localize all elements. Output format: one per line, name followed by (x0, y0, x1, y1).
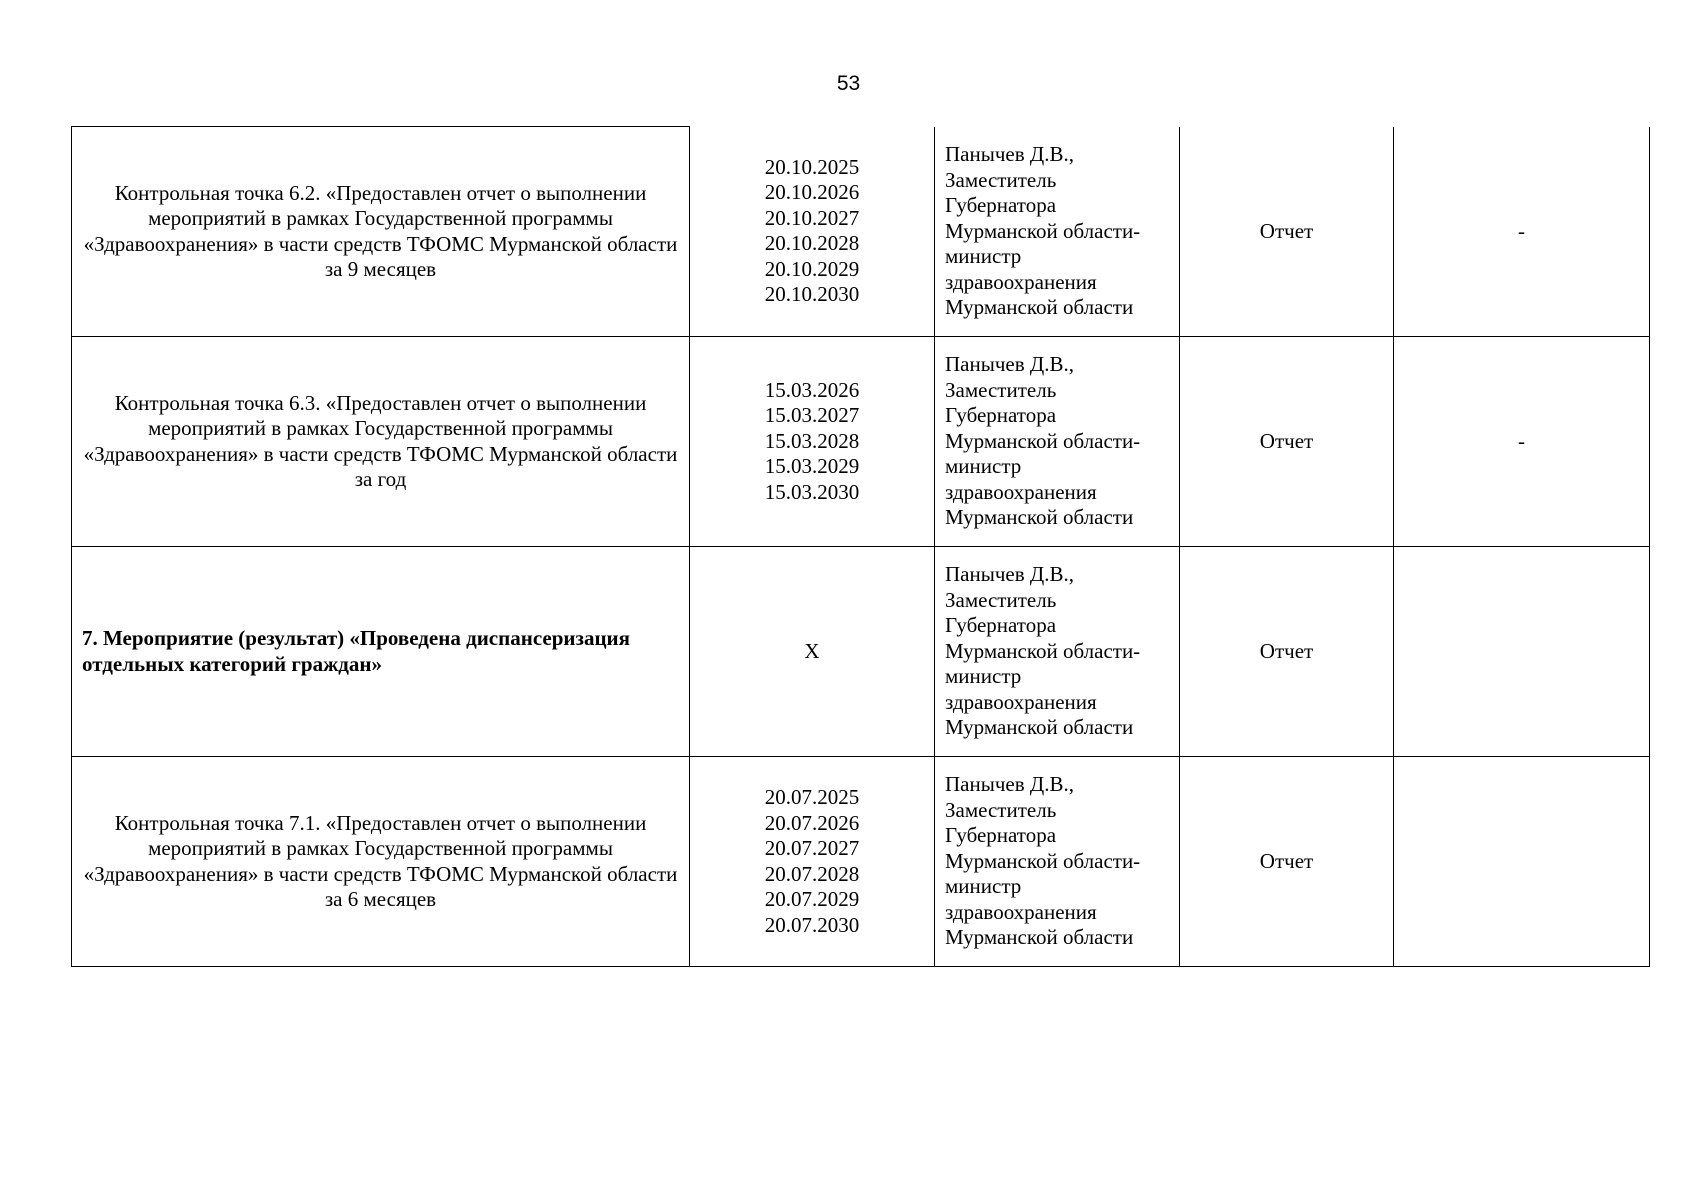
responsible-line: Панычев Д.В., (945, 142, 1074, 166)
responsible-line: министр (945, 244, 1022, 268)
deadline-cell (690, 337, 935, 547)
responsible-line: Заместитель (945, 797, 1057, 822)
deadline-date: 20.10.2029 (764, 256, 860, 281)
deadline-date: 20.10.2030 (764, 282, 860, 307)
responsible-line: Панычев Д.В., (945, 562, 1074, 587)
control-points-table (71, 126, 1650, 967)
responsible-cell (935, 337, 1180, 547)
responsible-line: здравоохранения (945, 899, 1097, 924)
deadline-date: 20.07.2025 (764, 785, 860, 809)
table-row (72, 337, 1650, 547)
deadline-date: 20.07.2026 (764, 810, 860, 835)
deadline-date: 20.10.2027 (764, 205, 860, 230)
responsible-line: здравоохранения (945, 689, 1097, 714)
responsible-line: здравоохранения (945, 479, 1097, 504)
table-row (72, 547, 1650, 757)
responsible-cell (935, 757, 1180, 967)
event-name-cell: Контрольная точка 6.3. «Предоставлен отчет о выполнении мероприятий в рамках Государственной программы «Здравоохранения» в части средств ТФОМС Мурманской области за год (72, 337, 690, 547)
event-name-cell: Контрольная точка 7.1. «Предоставлен отчет о выполнении мероприятий в рамках Государственной программы «Здравоохранения» в части средств ТФОМС Мурманской области за 6 месяцев (72, 757, 690, 967)
deadline-date: 20.07.2029 (764, 887, 860, 911)
deadline-date: 15.03.2029 (764, 454, 860, 479)
responsible-line: Мурманской области- (945, 218, 1141, 243)
extra-cell (1394, 547, 1650, 757)
deadline-date: 15.03.2028 (764, 428, 860, 453)
deadline-cell (690, 757, 935, 967)
responsible-line: министр (945, 454, 1022, 479)
responsible-line: Мурманской области (945, 295, 1134, 319)
deadline-cell (690, 127, 935, 337)
responsible-line: здравоохранения (945, 269, 1097, 294)
responsible-line: Заместитель (945, 377, 1057, 402)
responsible-cell (935, 127, 1180, 337)
deadline-date: 20.07.2030 (764, 912, 860, 937)
deadline-date: 20.07.2028 (764, 861, 860, 886)
responsible-line: Панычев Д.В., (945, 352, 1074, 377)
responsible-line: Мурманской области (945, 505, 1134, 530)
extra-cell (1394, 757, 1650, 967)
deadline-date: 20.10.2028 (764, 231, 860, 256)
responsible-cell (935, 547, 1180, 757)
deadline-date: 15.03.2026 (764, 377, 860, 402)
responsible-line: Мурманской области- (945, 638, 1141, 663)
responsible-line: Заместитель (945, 167, 1057, 192)
table-row (72, 757, 1650, 967)
responsible-line: Панычев Д.В., (945, 772, 1074, 797)
extra-cell: - (1394, 127, 1650, 337)
responsible-line: Губернатора (945, 403, 1057, 428)
responsible-line: Губернатора (945, 193, 1057, 217)
responsible-line: Мурманской области (945, 715, 1134, 740)
document-type-cell: Отчет (1180, 757, 1394, 967)
deadline-date: 20.07.2027 (764, 836, 860, 860)
deadline-date: X (804, 638, 820, 663)
responsible-line: министр (945, 664, 1022, 689)
responsible-line: министр (945, 874, 1022, 899)
page-number: 53 (836, 72, 861, 95)
deadline-date: 15.03.2030 (764, 479, 860, 504)
responsible-line: Заместитель (945, 587, 1057, 612)
responsible-line: Губернатора (945, 823, 1057, 848)
extra-cell: - (1394, 337, 1650, 547)
document-type-cell: Отчет (1180, 127, 1394, 337)
event-name-cell: 7. Мероприятие (результат) «Проведена диспансеризация отдельных категорий граждан» (72, 547, 690, 757)
responsible-line: Губернатора (945, 613, 1057, 638)
responsible-line: Мурманской области (945, 925, 1134, 950)
deadline-date: 15.03.2027 (764, 403, 860, 428)
responsible-line: Мурманской области- (945, 848, 1141, 873)
table-row (72, 127, 1650, 337)
event-name-cell: Контрольная точка 6.2. «Предоставлен отчет о выполнении мероприятий в рамках Государственной программы «Здравоохранения» в части средств ТФОМС Мурманской области за 9 месяцев (72, 127, 690, 337)
deadline-cell (690, 547, 935, 757)
responsible-line: Мурманской области- (945, 428, 1141, 453)
deadline-date: 20.10.2025 (764, 154, 860, 179)
document-type-cell: Отчет (1180, 547, 1394, 757)
document-type-cell: Отчет (1180, 337, 1394, 547)
deadline-date: 20.10.2026 (764, 180, 860, 205)
